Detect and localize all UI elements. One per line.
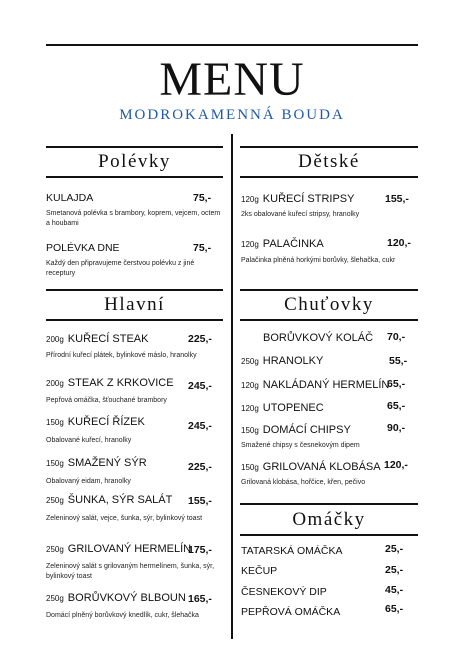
item-name: POLÉVKA DNE xyxy=(46,242,120,254)
item-name: 250g BORŮVKOVÝ BLBOUN xyxy=(46,592,186,604)
item-name: KEČUP xyxy=(241,565,278,577)
item-price: 245,- xyxy=(188,380,212,392)
chutovky-bottom-rule xyxy=(240,319,418,321)
item-name: 250g HRANOLKY xyxy=(241,355,324,367)
item-price: 120,- xyxy=(384,459,408,471)
menu-title: MENU xyxy=(159,53,305,106)
item-desc: Grilovaná klobása, hořčice, křen, pečivo xyxy=(241,479,366,486)
item-name: 250g ŠUNKA, SÝR SALÁT xyxy=(46,494,173,506)
hlavni-top-rule xyxy=(46,289,223,291)
section-title-polevky: Polévky xyxy=(98,151,171,172)
item-weight: 150g xyxy=(46,418,64,427)
polevky-bottom-rule xyxy=(46,176,223,178)
item-weight: 150g xyxy=(46,459,64,468)
omacky-bottom-rule xyxy=(240,534,418,536)
item-price: 165,- xyxy=(188,593,212,605)
item-price: 25,- xyxy=(385,543,404,555)
header-top-rule xyxy=(46,44,418,46)
item-desc: Smetanová polévka s brambory, koprem, vejcem, octem a houbami xyxy=(46,210,221,227)
item-name: 200g STEAK Z KRKOVICE xyxy=(46,377,174,389)
item-name: TATARSKÁ OMÁČKA xyxy=(241,545,343,557)
item-price: 25,- xyxy=(385,564,404,576)
item-price: 70,- xyxy=(387,331,406,343)
item-name: 150g SMAŽENÝ SÝR xyxy=(46,457,147,469)
item-weight: 250g xyxy=(241,357,259,366)
item-weight: 200g xyxy=(46,335,64,344)
section-title-omacky: Omáčky xyxy=(292,509,366,530)
item-price: 55,- xyxy=(389,355,408,367)
item-desc: Každý den připravujeme čerstvou polévku z jiné receptury xyxy=(46,260,195,277)
item-desc: Palačinka plněná horkými borůvky, šlehačka, cukr xyxy=(241,257,396,264)
item-weight: 200g xyxy=(46,379,64,388)
item-name: 120g NAKLÁDANÝ HERMELÍN xyxy=(241,379,390,391)
item-price: 245,- xyxy=(188,420,212,432)
item-weight: 250g xyxy=(46,496,64,505)
item-desc: Obalovaný eidam, hranolky xyxy=(46,478,131,485)
item-price: 90,- xyxy=(387,422,406,434)
item-name: PEPŘOVÁ OMÁČKA xyxy=(241,606,341,618)
item-weight: 120g xyxy=(241,404,259,413)
item-desc: 2ks obalované kuřecí stripsy, hranolky xyxy=(241,211,360,218)
item-weight: 150g xyxy=(241,426,259,435)
item-desc: Obalované kuřecí, hranolky xyxy=(46,437,132,444)
item-price: 65,- xyxy=(387,400,406,412)
item-price: 75,- xyxy=(193,192,212,204)
item-desc: Přírodní kuřecí plátek, bylinkové máslo, hranolky xyxy=(46,352,197,359)
chutovky-top-rule xyxy=(240,289,418,291)
section-title-chutovky: Chuťovky xyxy=(284,294,374,315)
item-desc: Zeleninový salát s grilovaným hermelínem, šunka, sýr, bylinkový toast xyxy=(46,563,215,580)
item-price: 65,- xyxy=(385,603,404,615)
item-weight: 120g xyxy=(241,381,259,390)
item-name: BORŮVKOVÝ KOLÁČ xyxy=(263,332,374,344)
item-weight: 250g xyxy=(46,594,64,603)
hlavni-bottom-rule xyxy=(46,319,223,321)
item-name: ČESNEKOVÝ DIP xyxy=(241,586,327,598)
item-name: 120g KUŘECÍ STRIPSY xyxy=(241,193,355,205)
item-name: KULAJDA xyxy=(46,192,94,204)
item-desc: Smažené chipsy s česnekovým dipem xyxy=(241,442,360,449)
column-divider xyxy=(231,134,233,639)
omacky-top-rule xyxy=(240,503,418,505)
item-weight: 150g xyxy=(241,463,259,472)
item-price: 75,- xyxy=(193,242,212,254)
item-name: 120g PALAČINKA xyxy=(241,238,324,250)
item-weight: 120g xyxy=(241,195,259,204)
item-weight: 120g xyxy=(241,240,259,249)
item-price: 175,- xyxy=(188,544,212,556)
polevky-top-rule xyxy=(46,146,223,148)
item-name: 120g UTOPENEC xyxy=(241,402,324,414)
item-name: 150g DOMÁCÍ CHIPSY xyxy=(241,424,351,436)
item-price: 155,- xyxy=(385,193,409,205)
item-name: 250g GRILOVANÝ HERMELÍN xyxy=(46,543,192,555)
item-name: 150g GRILOVANÁ KLOBÁSA xyxy=(241,461,381,473)
item-desc: Domácí plněný borůvkový knedlík, cukr, šlehačka xyxy=(46,612,199,619)
item-name: 200g KUŘECÍ STEAK xyxy=(46,333,149,345)
item-price: 45,- xyxy=(385,584,404,596)
item-name: 150g KUŘECÍ ŘÍZEK xyxy=(46,416,145,428)
detske-top-rule xyxy=(240,146,418,148)
item-price: 120,- xyxy=(387,237,411,249)
section-title-hlavni: Hlavní xyxy=(104,294,165,315)
section-title-detske: Dětské xyxy=(298,151,360,172)
item-price: 155,- xyxy=(188,495,212,507)
detske-bottom-rule xyxy=(240,176,418,178)
item-weight: 250g xyxy=(46,545,64,554)
item-price: 225,- xyxy=(188,461,212,473)
item-desc: Pepřová omáčka, šťouchané brambory xyxy=(46,397,167,404)
item-price: 225,- xyxy=(188,333,212,345)
restaurant-name: MODROKAMENNÁ BOUDA xyxy=(119,107,345,123)
item-desc: Zeleninový salát, vejce, šunka, sýr, bylinkový toast xyxy=(46,515,203,522)
item-price: 65,- xyxy=(387,378,406,390)
